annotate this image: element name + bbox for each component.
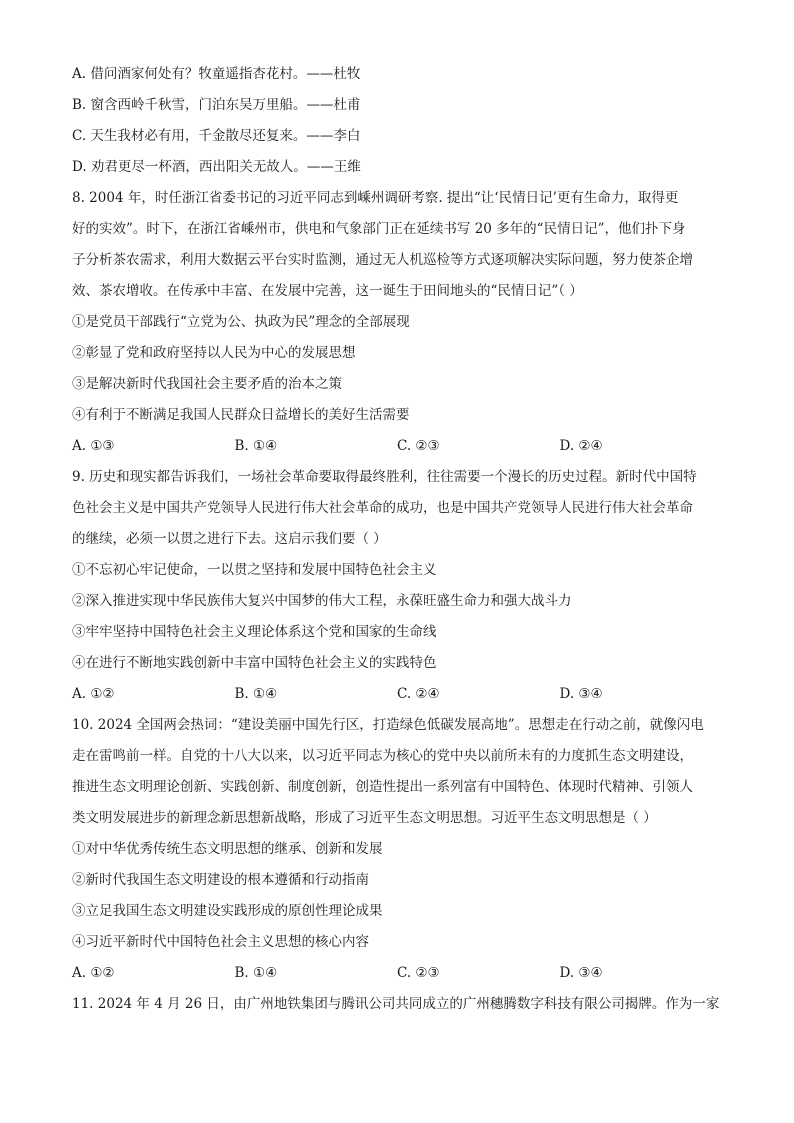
- statement-2: ②彰显了党和政府坚持以人民为中心的发展思想: [72, 345, 356, 361]
- option-a: A. 借问酒家何处有？牧童遥指杏花村。——杜牧: [72, 66, 361, 82]
- question-8-items: [72, 312, 722, 425]
- statement-1: ①是党员干部践行“立党为公、执政为民”理念的全部展现: [72, 314, 410, 330]
- question-11: [72, 994, 722, 1014]
- question-9-stem: [72, 467, 722, 549]
- answer-a: A. ①②: [72, 686, 115, 702]
- question-8-stem: [72, 188, 722, 301]
- option-d: D. 劝君更尽一杯酒，西出阳关无故人。——王维: [72, 159, 361, 175]
- stem-line: 11. 2024 年 4 月 26 日，由广州地铁集团与腾讯公司共同成立的广州穗腾数字科技有限公司揭牌。作为一家: [72, 996, 720, 1012]
- stem-line: 色社会主义是中国共产党领导人民进行伟大社会革命的成功，也是中国共产党领导人民进行伟大社会革命: [72, 500, 693, 516]
- stem-line: 类文明发展进步的新理念新思想新战略，形成了习近平生态文明思想。习近平生态文明思想是（ ）: [72, 810, 657, 826]
- question-8-answers: [72, 436, 722, 456]
- stem-line: 10. 2024 全国两会热词：“建设美丽中国先行区，打造绿色低碳发展高地”。思想走在行动之前，就像闪电: [72, 717, 704, 733]
- question-10-stem: [72, 715, 722, 828]
- answer-a: A. ①③: [72, 438, 115, 454]
- question-8: [72, 188, 722, 456]
- document-page: [72, 64, 722, 1014]
- answer-c: C. ②③: [397, 965, 440, 981]
- statement-3: ③牢牢坚持中国特色社会主义理论体系这个党和国家的生命线: [72, 624, 437, 640]
- statement-3: ③是解决新时代我国社会主要矛盾的治本之策: [72, 376, 342, 392]
- statement-1: ①不忘初心牢记使命，一以贯之坚持和发展中国特色社会主义: [72, 562, 437, 578]
- statement-4: ④在进行不断地实践创新中丰富中国特色社会主义的实践特色: [72, 655, 437, 671]
- option-c: C. 天生我材必有用，千金散尽还复来。——李白: [72, 128, 361, 144]
- statement-1: ①对中华优秀传统生态文明思想的继承、创新和发展: [72, 841, 383, 857]
- stem-line: 的继续，必须一以贯之进行下去。这启示我们要（ ）: [72, 531, 387, 547]
- question-11-stem: [72, 994, 722, 1014]
- question-9: [72, 467, 722, 704]
- question-9-answers: [72, 684, 722, 704]
- statement-2: ②深入推进实现中华民族伟大复兴中国梦的伟大工程，永葆旺盛生命力和强大战斗力: [72, 593, 572, 609]
- question-10-answers: [72, 963, 722, 983]
- statement-2: ②新时代我国生态文明建设的根本遵循和行动指南: [72, 872, 369, 888]
- stem-line: 效、茶农增收。在传承中丰富、在发展中完善，这一诞生于田间地头的“民情日记”（ ）: [72, 283, 583, 299]
- statement-3: ③立足我国生态文明建设实践形成的原创性理论成果: [72, 903, 383, 919]
- answer-b: B. ①④: [234, 686, 278, 702]
- answer-b: B. ①④: [234, 438, 278, 454]
- answer-d: D. ②④: [559, 438, 603, 454]
- statement-4: ④习近平新时代中国特色社会主义思想的核心内容: [72, 934, 369, 950]
- answer-c: C. ②③: [397, 438, 440, 454]
- stem-line: 9. 历史和现实都告诉我们，一场社会革命要取得最终胜利，往往需要一个漫长的历史过程。新时代中国特: [72, 469, 697, 485]
- question-10-items: [72, 839, 722, 952]
- stem-line: 推进生态文明理论创新、实践创新、制度创新，创造性提出一系列富有中国特色、体现时代精神、引领人: [72, 779, 693, 795]
- answer-d: D. ③④: [559, 965, 603, 981]
- stem-line: 子分析茶农需求，利用大数据云平台实时监测，通过无人机巡检等方式逐项解决实际问题，努力使茶企增: [72, 252, 693, 268]
- answer-c: C. ②④: [397, 686, 440, 702]
- stem-line: 8. 2004 年，时任浙江省委书记的习近平同志到嵊州调研考察. 提出“让‘民情日记’更有生命力，取得更: [72, 190, 679, 206]
- statement-4: ④有利于不断满足我国人民群众日益增长的美好生活需要: [72, 407, 410, 423]
- answer-d: D. ③④: [559, 686, 603, 702]
- question-7-options: [72, 64, 722, 177]
- stem-line: 走在雷鸣前一样。自党的十八大以来，以习近平同志为核心的党中央以前所未有的力度抓生态文明建设，: [72, 748, 693, 764]
- question-9-items: [72, 560, 722, 673]
- answer-b: B. ①④: [234, 965, 278, 981]
- stem-line: 好的实效”。时下，在浙江省嵊州市，供电和气象部门正在延续书写 20 多年的“民情日记”，他们扑下身: [72, 221, 686, 237]
- option-b: B. 窗含西岭千秋雪，门泊东吴万里船。——杜甫: [72, 97, 361, 113]
- question-10: [72, 715, 722, 983]
- answer-a: A. ①②: [72, 965, 115, 981]
